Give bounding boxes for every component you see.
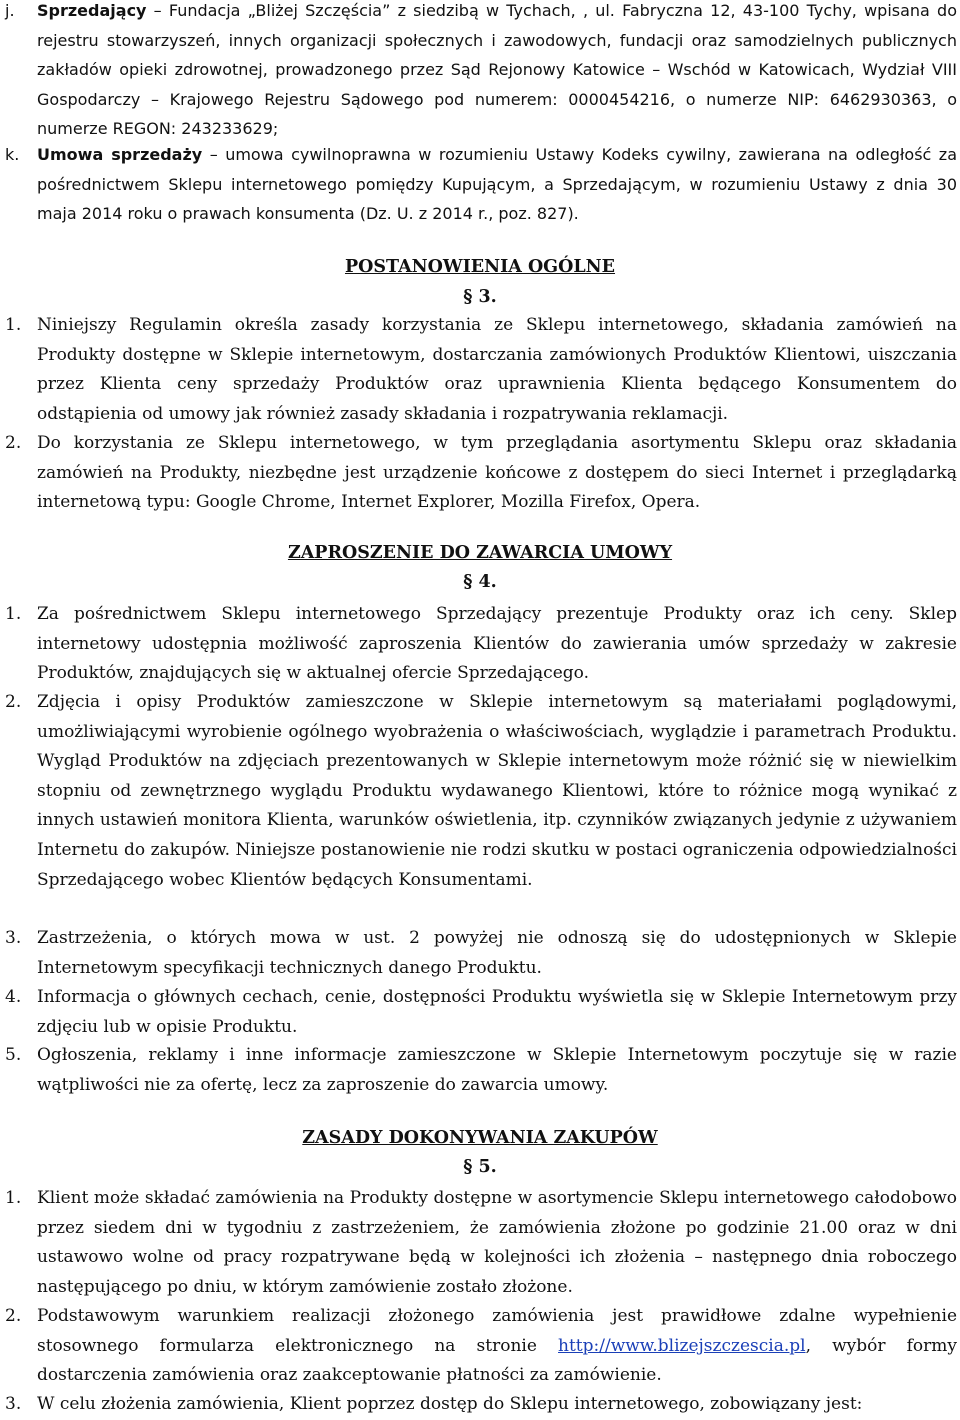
definition-text: – umowa cywilnoprawna w rozumieniu Ustawy Kodeks cywilny, zawierana na odległość za pośrednictwem Sklepu internetowego pomiędzy Kupującym, a Sprzedającym, w rozumieniu Ustawy z dnia 30 maja 2014 roku o prawach konsumenta (Dz. U. z 2014 r., poz. 827). bbox=[37, 145, 958, 224]
list-item-text: Niniejszy Regulamin określa zasady korzystania ze Sklepu internetowego, składania zamówień na Produkty dostępne w Sklepie internetowym, dostarczania zamówionych Produktów Klientowi, uiszczania przez Klienta ceny sprzedaży Produktów oraz uprawnienia Klienta będącego Konsumentem do odstąpienia od umowy jak również zasady składania i rozpatrywania reklamacji. bbox=[37, 315, 957, 424]
list-item-text: Za pośrednictwem Sklepu internetowego Sprzedający prezentuje Produkty oraz ich ceny. Sklep internetowy udostępnia możliwość zaproszenia Klientów do zawierania umów sprzedaży w zakresie Produktów, znajdujących się w aktualnej ofercie Sprzedającego. bbox=[37, 604, 957, 684]
section-title: POSTANOWIENIA OGÓLNE bbox=[344, 257, 616, 277]
list-item-text: Do korzystania ze Sklepu internetowego, w tym przeglądania asortymentu Sklepu oraz składania zamówień na Produkty, niezbędne jest urządzenie końcowe z dostępem do sieci Internet i przeglądarką internetową typu: Google Chrome, Internet Explorer, Mozilla Firefox, Opera. bbox=[37, 433, 957, 513]
list-item bbox=[0, 1390, 957, 1420]
definition-text: – Fundacja „Bliżej Szczęścia” z siedzibą w Tychach, , ul. Fabryczna 12, 43-100 Tychy, wpisana do rejestru stowarzyszeń, innych organizacji społecznych i zawodowych, fundacji oraz samodzielnych publicznych zakładów opieki zdrowotnej, prowadzonego przez Sąd Rejonowy Katowice – Wschód w Katowicach, Wydział VIII Gospodarczy – Krajowego Rejestru Sądowego pod numerem: 0000454216, o numerze NIP: 6462930363, o numerze REGON: 243233629; bbox=[37, 1, 957, 139]
list-item bbox=[0, 688, 957, 895]
list-marker: 3. bbox=[5, 1394, 22, 1414]
list-item bbox=[0, 983, 957, 1042]
list-item-text: Podstawowym warunkiem realizacji złożonego zamówienia jest prawidłowe zdalne wypełnienie stosownego formularza elektronicznego na stronie bbox=[37, 1306, 957, 1356]
paragraph-mark: § 5. bbox=[463, 1157, 497, 1177]
list-item bbox=[0, 924, 957, 983]
list-item-text: Klient może składać zamówienia na Produkty dostępne w asortymencie Sklepu internetowego całodobowo przez siedem dni w tygodniu z zastrzeżeniem, że zamówienia złożone po godzinie 21.00 oraz w dni ustawowo wolne od pracy rozpatrywane będą w kolejności ich złożenia – następnego dnia roboczego następującego po dniu, w którym zamówienie zostało złożone. bbox=[37, 1188, 957, 1297]
list-marker: 2. bbox=[5, 692, 22, 712]
list-item-text: Zdjęcia i opisy Produktów zamieszczone w Sklepie internetowym są materiałami poglądowymi, umożliwiającymi wyrobienie ogólnego wyobrażenia o właściwościach, wyglądzie i parametrach Produktu. Wygląd Produktów na zdjęciach prezentowanych w Sklepie internetowym może różnić się w niewielkim stopniu od zewnętrznego wyglądu Produktu wydawanego Klientowi, które to różnice mogą wynikać z innych ustawień monitora Klienta, warunków oświetlenia, itp. czynników związanych jedynie z używaniem Internetu do zakupów. Niniejsze postanowienie nie rodzi skutku w postaci ograniczenia odpowiedzialności Sprzedającego wobec Klientów będących Konsumentami. bbox=[37, 692, 957, 890]
paragraph-mark: § 4. bbox=[463, 572, 497, 592]
section-title: ZASADY DOKONYWANIA ZAKUPÓW bbox=[302, 1128, 658, 1148]
list-item-text: Informacja o głównych cechach, cenie, dostępności Produktu wyświetla się w Sklepie Internetowym przy zdjęciu lub w opisie Produktu. bbox=[37, 987, 957, 1037]
list-item bbox=[0, 1041, 957, 1100]
list-item bbox=[0, 600, 957, 689]
list-marker: 1. bbox=[5, 1188, 22, 1208]
definition-item-j bbox=[0, 0, 957, 144]
section-title: ZAPROSZENIE DO ZAWARCIA UMOWY bbox=[287, 543, 673, 563]
list-item bbox=[0, 1302, 957, 1391]
definition-term: Sprzedający bbox=[37, 1, 147, 20]
list-item-text: W celu złożenia zamówienia, Klient poprzez dostęp do Sklepu internetowego, zobowiązany jest: bbox=[37, 1394, 863, 1414]
definition-term: Umowa sprzedaży bbox=[37, 145, 203, 164]
list-item bbox=[0, 311, 957, 429]
list-marker: j. bbox=[5, 1, 15, 20]
list-marker: 1. bbox=[5, 315, 22, 335]
list-item bbox=[0, 429, 957, 518]
list-item-text: Zastrzeżenia, o których mowa w ust. 2 powyżej nie odnoszą się do udostępnionych w Sklepie Internetowym specyfikacji technicznych danego Produktu. bbox=[37, 928, 957, 978]
paragraph-mark: § 3. bbox=[463, 287, 497, 307]
list-marker: 2. bbox=[5, 433, 22, 453]
list-item bbox=[0, 1184, 957, 1302]
list-marker: 3. bbox=[5, 928, 22, 948]
list-marker: 2. bbox=[5, 1306, 22, 1326]
definition-item-k bbox=[0, 140, 957, 229]
list-marker: 5. bbox=[5, 1045, 22, 1065]
list-item-text: , wybór formy dostarczenia zamówienia oraz zaakceptowanie płatności za zamówienie. bbox=[37, 1335, 957, 1386]
website-link[interactable]: http://www.blizejszczescia.pl bbox=[558, 1335, 806, 1356]
list-marker: k. bbox=[5, 145, 20, 164]
list-item-text: Ogłoszenia, reklamy i inne informacje zamieszczone w Sklepie Internetowym poczytuje się w razie wątpliwości nie za ofertę, lecz za zaproszenie do zawarcia umowy. bbox=[37, 1045, 957, 1095]
list-marker: 1. bbox=[5, 604, 22, 624]
list-marker: 4. bbox=[5, 987, 22, 1007]
